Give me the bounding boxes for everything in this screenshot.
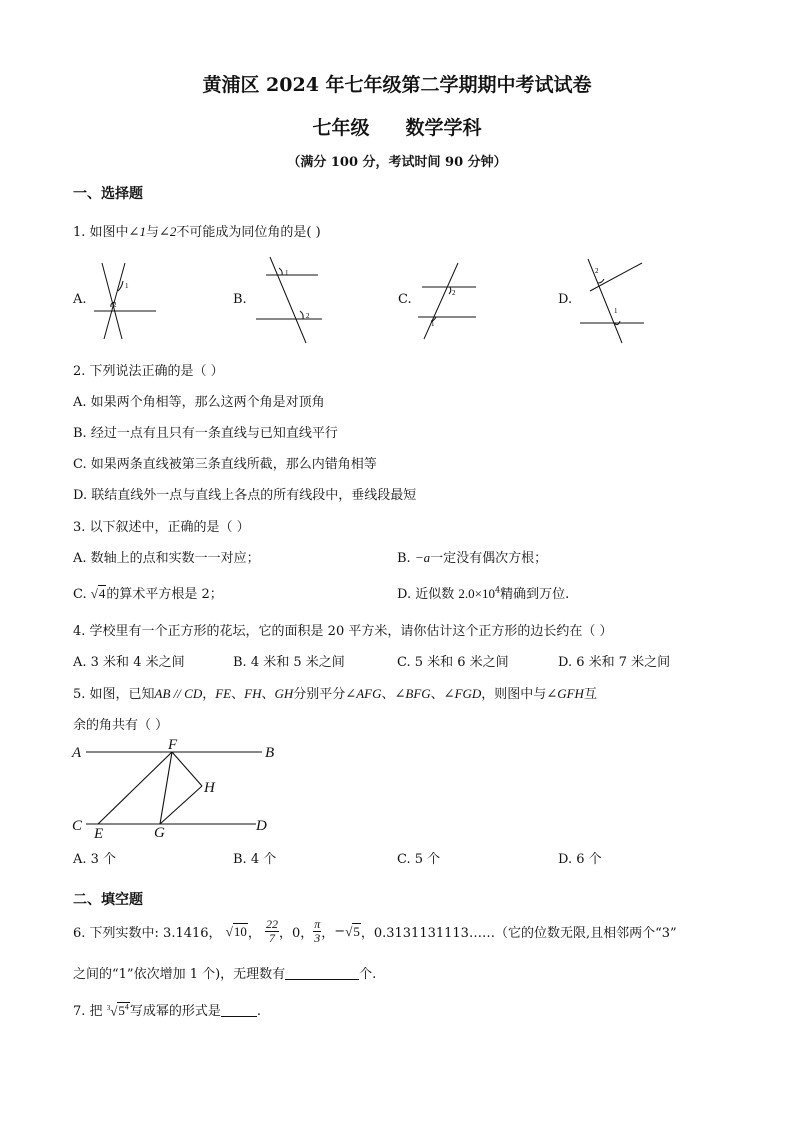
q3-option-b-math: −a [414, 550, 431, 565]
q3-option-d [397, 583, 569, 602]
q4-stem: 4. 学校里有一个正方形的花坛，它的面积是 20 平方米，请你估计这个正方形的边长约在（ ） [73, 624, 613, 639]
q2-option-c: C. 如果两条直线被第三条直线所截，那么内错角相等 [73, 457, 377, 472]
q1-stem-b: 与 [145, 225, 159, 240]
q1-figure-b [252, 255, 332, 345]
q5-option-d: D. 6 个 [558, 852, 602, 867]
q1-c-mark-1: 1 [431, 320, 435, 328]
q7-stem-b: 写成幂的形式是 [129, 1004, 221, 1019]
section-heading-fill: 二、填空题 [73, 892, 143, 908]
q6-sqrt-5: √5 [345, 923, 360, 939]
q5-label-b: B [265, 745, 275, 761]
q5-stem-line1 [73, 683, 597, 702]
q1-angle2: ∠2 [158, 224, 177, 239]
exam-note: （满分 100 分，考试时间 90 分钟） [287, 155, 507, 170]
q6-sqrt-10: √10 [225, 923, 247, 939]
q6-stem-a: 6. 下列实数中: 3.1416， [73, 926, 222, 941]
q1-figure-c [414, 255, 494, 345]
q1-a-mark-1: 1 [125, 282, 129, 290]
q7-answer-blank[interactable] [221, 1004, 257, 1017]
q6-negative-sign: − [334, 924, 346, 939]
q5-gh: GH [274, 686, 294, 701]
q3-sqrt-4: √4 [90, 586, 106, 601]
q7-stem-a: 7. 把 [73, 1004, 103, 1019]
q6-stem-c: 之间的“1”依次增加 1 个)，无理数有 [73, 967, 286, 982]
q6-stem-line2 [73, 963, 376, 982]
exam-title: 黄浦区 2024 年七年级第二学期期中考试试卷 [202, 74, 592, 96]
q3-option-d-number: 2.0×10 [458, 586, 495, 601]
q6-comma: ， [247, 926, 261, 941]
q4-option-c: C. 5 米和 6 米之间 [397, 655, 509, 670]
q6-zero: ，0， [278, 926, 314, 941]
q5-fh: FH [244, 686, 262, 701]
q7-root-index: 3 [106, 1003, 111, 1012]
q1-b-mark-2: 2 [306, 312, 310, 320]
q7-stem-c: . [256, 1004, 261, 1019]
q5-option-a: A. 3 个 [73, 852, 117, 867]
q1-option-a-label: A. [73, 292, 87, 307]
q6-answer-blank[interactable] [285, 967, 359, 980]
q5-sep: 、 [430, 687, 444, 702]
q5-label-e: E [94, 826, 104, 842]
q3-stem: 3. 以下叙述中，正确的是（ ） [73, 520, 250, 535]
q1-d-mark-1: 1 [614, 307, 618, 315]
q7-root-base: 5 [118, 1003, 125, 1018]
q5-label-c: C [72, 818, 83, 834]
q1-angle1: ∠1 [128, 224, 146, 239]
q5-option-b: B. 4 个 [233, 852, 277, 867]
q1-option-b-label: B. [233, 292, 247, 307]
q2-option-a: A. 如果两个角相等，那么这两个角是对顶角 [73, 395, 325, 410]
q3-option-d-exponent: 4 [494, 585, 501, 595]
q5-label-a: A [72, 745, 82, 761]
q6-comma: ， [321, 926, 335, 941]
q5-stem-mid: 分别平分 [293, 687, 346, 702]
q6-stem-line1 [73, 918, 677, 945]
q2-option-b: B. 经过一点有且只有一条直线与已知直线平行 [73, 426, 338, 441]
q5-stem-end: ，则图中与 [481, 687, 547, 702]
q3-option-b-text: 一定没有偶次方根； [430, 551, 548, 566]
q2-stem: 2. 下列说法正确的是（ ） [73, 364, 224, 379]
grade-label: 七年级 [312, 117, 370, 139]
q5-angle-afg: ∠AFG [345, 686, 382, 701]
q5-stem-a: 5. 如图，已知 [73, 687, 155, 702]
q5-sep: 、 [261, 687, 275, 702]
q5-stem-line2: 余的角共有（ ） [73, 718, 169, 733]
q4-option-a: A. 3 米和 4 米之间 [73, 655, 185, 670]
q6-stem-d: 个. [359, 967, 377, 982]
q1-c-mark-2: 2 [452, 289, 456, 297]
q5-figure [70, 736, 280, 846]
q5-label-g: G [154, 825, 165, 841]
q3-option-b-label: B. [397, 551, 411, 566]
q3-option-a: A. 数轴上的点和实数一一对应； [73, 551, 260, 566]
q4-option-d: D. 6 米和 7 米之间 [558, 655, 671, 670]
q5-angle-gfh: ∠GFH [546, 686, 584, 701]
q5-label-h: H [204, 780, 215, 796]
q1-option-d-label: D. [558, 292, 573, 307]
q5-angle-bfg: ∠BFG [394, 686, 431, 701]
q7-stem [73, 1000, 261, 1019]
q5-sep: 、 [381, 687, 395, 702]
q5-angle-fgd: ∠FGD [443, 686, 482, 701]
q1-option-c-label: C. [398, 292, 412, 307]
q2-option-d: D. 联结直线外一点与直线上各点的所有线段中，垂线段最短 [73, 488, 417, 503]
q6-fraction-22-7: $\frac{22}{7}$ [265, 917, 278, 945]
q7-root-exponent: 4 [124, 1002, 129, 1012]
q1-figure-a [88, 255, 168, 345]
q1-stem-a: 1. 如图中 [73, 225, 129, 240]
q5-parallel: AB // CD [154, 686, 203, 701]
q3-option-c-text: 的算术平方根是 2； [106, 587, 223, 602]
q5-stem-tail: 互 [583, 687, 597, 702]
q1-stem-c: 不可能成为同位角的是( ) [176, 225, 321, 240]
q5-sep: ， [202, 687, 216, 702]
q3-option-b [397, 547, 547, 566]
q3-option-c [73, 583, 223, 602]
q3-option-c-label: C. [73, 587, 87, 602]
q1-b-mark-1: 1 [285, 269, 289, 277]
q1-figure-d [578, 255, 658, 345]
q5-label-d: D [256, 818, 267, 834]
q5-option-c: C. 5 个 [397, 852, 441, 867]
section-heading-choice: 一、选择题 [73, 186, 143, 202]
subject-label: 数学学科 [405, 117, 482, 139]
q3-option-d-text: 精确到万位. [500, 587, 570, 602]
q1-d-mark-2: 2 [595, 267, 599, 275]
exam-subtitle [0, 113, 794, 140]
q5-fe: FE [215, 686, 232, 701]
q4-option-b: B. 4 米和 5 米之间 [233, 655, 345, 670]
q3-option-d-label: D. 近似数 [397, 587, 455, 602]
q6-stem-b: ，0.3131131113……（它的位数无限,且相邻两个“3” [360, 926, 677, 941]
q7-cube-root: $^3√5^4$ [106, 1002, 129, 1018]
q6-fraction-pi-3: $\frac{\pi}{3}$ [314, 917, 321, 945]
q1-a-mark-2: 2 [113, 301, 117, 309]
q5-label-f: F [168, 737, 178, 753]
q5-sep: 、 [231, 687, 245, 702]
q1-stem [73, 221, 321, 240]
